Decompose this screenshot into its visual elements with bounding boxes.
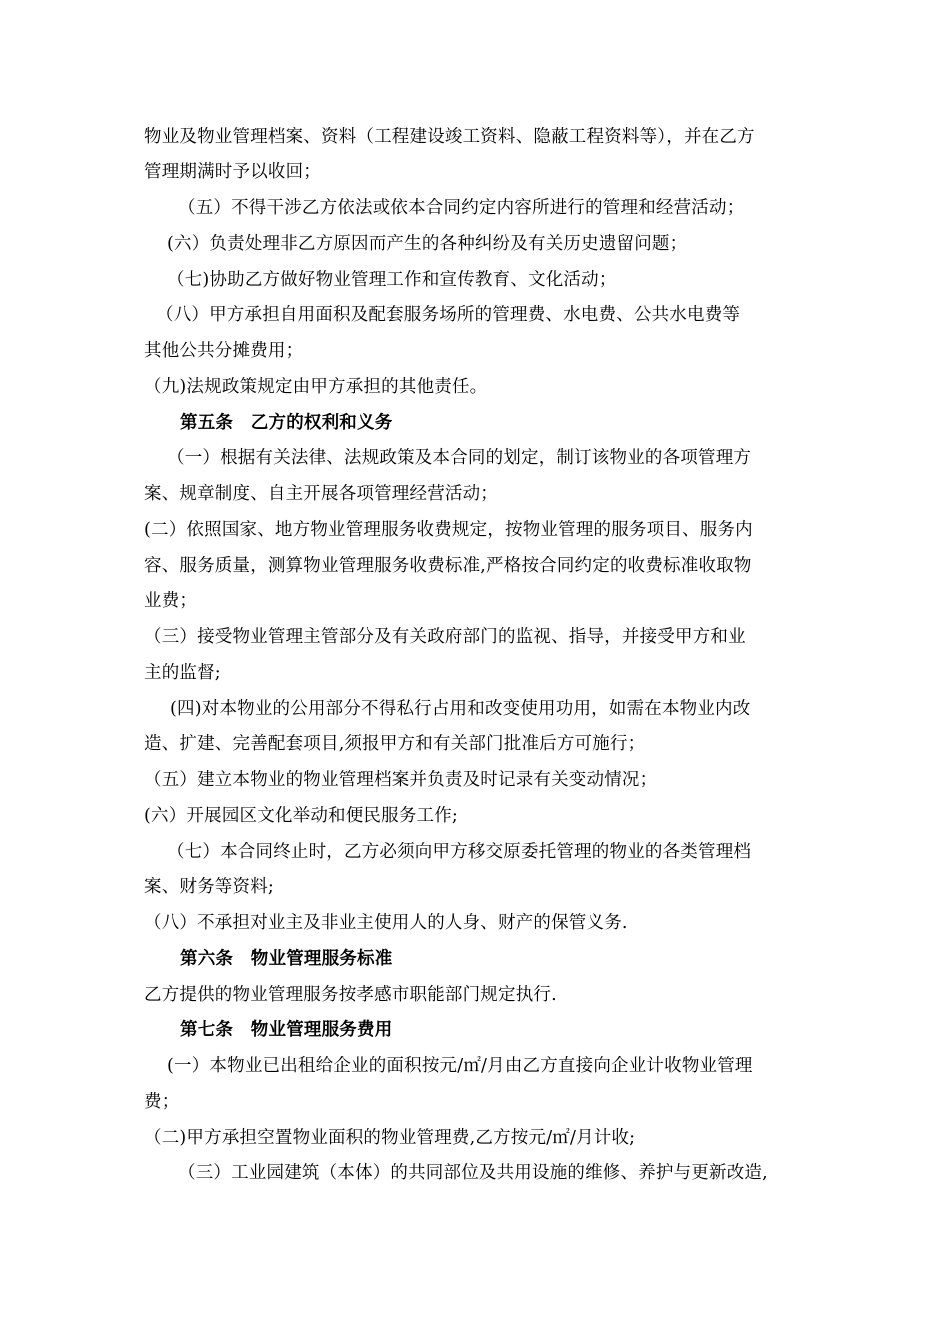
- paragraph-line: 案、规章制度、自主开展各项管理经营活动；: [144, 484, 498, 504]
- clause-item: （九)法规政策规定由甲方承担的其他责任。: [144, 377, 488, 397]
- clause-item: （一）根据有关法律、法规政策及本合同的划定，制订该物业的各项管理方: [167, 448, 752, 468]
- paragraph-line: 案、财务等资料;: [144, 877, 274, 897]
- section-heading: 第七条 物业管理服务费用: [180, 1020, 393, 1040]
- clause-item: (四)对本物业的公用部分不得私行占用和改变使用功用，如需在本物业内改: [170, 699, 751, 719]
- paragraph-line: 业费；: [144, 591, 198, 611]
- paragraph-line: 物业及物业管理档案、资料（工程建设竣工资料、隐蔽工程资料等），并在乙方: [144, 127, 755, 147]
- paragraph-line: 造、扩建、完善配套项目,须报甲方和有关部门批准后方可施行；: [144, 734, 646, 754]
- clause-item: （八）不承担对业主及非业主使用人的人身、财产的保管义务.: [144, 913, 628, 933]
- section-heading: 第五条 乙方的权利和义务: [180, 413, 393, 433]
- clause-item: （七）本合同终止时，乙方必须向甲方移交原委托管理的物业的各类管理档: [167, 842, 752, 862]
- clause-item: (一）本物业已出租给企业的面积按元/㎡/月由乙方直接向企业计收物业管理: [167, 1056, 753, 1076]
- clause-item: （八）甲方承担自用面积及配套服务场所的管理费、水电费、公共水电费等: [156, 305, 741, 325]
- paragraph-line: 容、服务质量，测算物业管理服务收费标准,严格按合同约定的收费标准收取物: [144, 556, 752, 576]
- paragraph-line: 管理期满时予以收回；: [144, 162, 321, 182]
- clause-item: （五）不得干涉乙方依法或依本合同约定内容所进行的管理和经营活动；: [178, 198, 745, 218]
- paragraph-line: 主的监督;: [144, 663, 221, 683]
- clause-item: (六）负责处理非乙方原因而产生的各种纠纷及有关历史遗留问题；: [167, 234, 688, 254]
- clause-item: （二)甲方承担空置物业面积的物业管理费,乙方按元/㎡/月计收;: [144, 1128, 636, 1148]
- clause-item: （七)协助乙方做好物业管理工作和宣传教育、文化活动；: [167, 270, 617, 290]
- clause-item: （三）工业园建筑（本体）的共同部位及共用设施的维修、养护与更新改造,: [178, 1163, 768, 1183]
- clause-item: （五）建立本物业的物业管理档案并负责及时记录有关变动情况；: [144, 770, 658, 790]
- paragraph-line: 费；: [144, 1092, 180, 1112]
- clause-item: （三）接受物业管理主管部分及有关政府部门的监视、指导，并接受甲方和业: [144, 627, 746, 647]
- section-heading: 第六条 物业管理服务标准: [180, 949, 393, 969]
- clause-item: (二）依照国家、地方物业管理服务收费规定，按物业管理的服务项目、服务内: [144, 520, 753, 540]
- clause-item: (六）开展园区文化举动和便民服务工作;: [144, 806, 459, 826]
- paragraph-line: 乙方提供的物业管理服务按孝感市职能部门规定执行.: [144, 985, 557, 1005]
- paragraph-line: 其他公共分摊费用；: [144, 341, 304, 361]
